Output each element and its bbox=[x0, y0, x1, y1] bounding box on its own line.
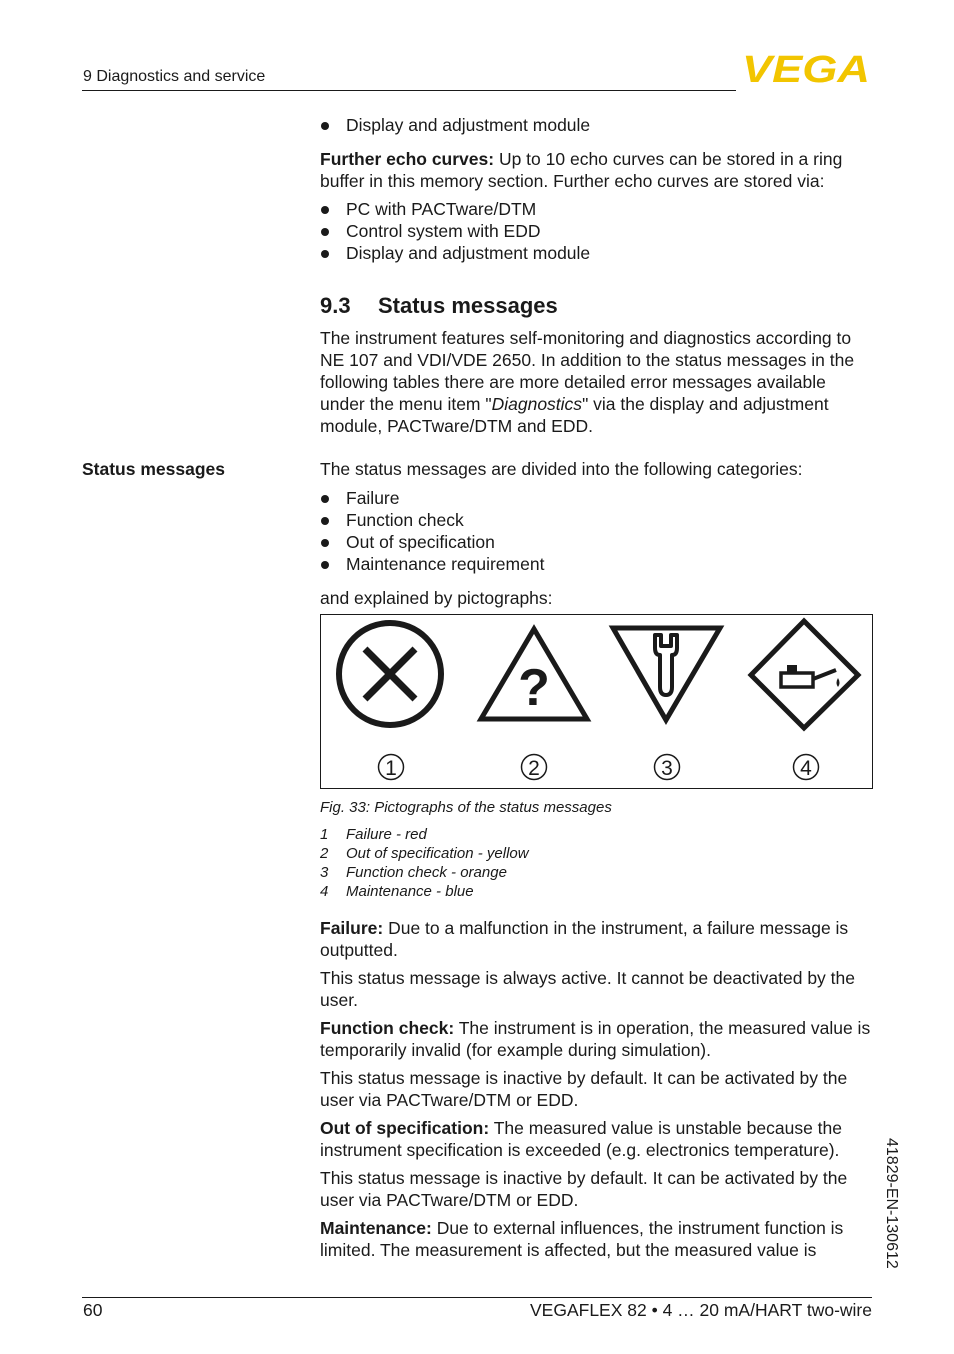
svg-text:2: 2 bbox=[528, 757, 540, 780]
function-check-description: Function check: The instrument is in operation, the measured value is temporarily invalid (for example during simulation). bbox=[320, 1018, 871, 1060]
section-heading bbox=[320, 293, 558, 319]
diagnostics-term: Diagnostics bbox=[491, 394, 583, 414]
further-echo-label: Further echo curves: bbox=[320, 149, 495, 169]
legend-row: 1 Failure - red bbox=[320, 826, 427, 843]
categories-intro: The status messages are divided into the following categories: bbox=[320, 459, 803, 479]
failure-description: Failure: Due to a malfunction in the instrument, a failure message is outputted. bbox=[320, 918, 849, 960]
list-item: Out of specification bbox=[320, 531, 872, 553]
out-of-spec-description: Out of specification: The measured value is unstable because the instrument specification is exceeded (e.g. electronics temperature). bbox=[320, 1118, 843, 1160]
oil-can-diamond-icon bbox=[751, 621, 858, 728]
list-item: Function check bbox=[320, 509, 872, 531]
footer-rule bbox=[82, 1297, 872, 1298]
categories-list bbox=[320, 487, 872, 575]
svg-text:4: 4 bbox=[800, 757, 812, 780]
function-check-note: This status message is inactive by default. It can be activated by the user via PACTware/DTM or EDD. bbox=[320, 1068, 848, 1110]
document-code: 41829-EN-130612 bbox=[883, 1138, 900, 1269]
section-intro bbox=[320, 327, 872, 437]
list-item: Display and adjustment module bbox=[320, 242, 872, 264]
figure-legend bbox=[320, 825, 529, 901]
list-item: Maintenance requirement bbox=[320, 553, 872, 575]
figure-caption: Fig. 33: Pictographs of the status messages bbox=[320, 799, 612, 816]
intro-text-a: The instrument features self-monitoring and diagnostics according to NE 107 and VDI/VDE 2650. In addition to the status messages in the following tables there are more detailed error messages available under the menu item " bbox=[320, 328, 855, 414]
pictograph-number-4 bbox=[794, 755, 819, 781]
list-item: Control system with EDD bbox=[320, 220, 872, 242]
question-triangle-icon bbox=[481, 629, 587, 719]
intro-bullet-list bbox=[320, 114, 872, 136]
section-number: 9.3 bbox=[320, 293, 351, 318]
pictograph-figure bbox=[320, 614, 873, 789]
further-echo-list bbox=[320, 198, 872, 264]
failure-x-circle-icon bbox=[339, 623, 441, 725]
footer-document-title: VEGAFLEX 82 • 4 … 20 mA/HART two-wire bbox=[530, 1300, 872, 1320]
intro-text-b: " via the display and adjustment module, PACTware/DTM and EDD. bbox=[320, 394, 829, 436]
failure-note: This status message is always active. It cannot be deactivated by the user. bbox=[320, 968, 855, 1010]
vega-logo bbox=[742, 52, 872, 84]
pictograph-number-2 bbox=[522, 755, 547, 781]
section-title: Status messages bbox=[378, 293, 558, 318]
list-item: Failure bbox=[320, 487, 872, 509]
pictograph-number-1 bbox=[379, 755, 404, 781]
status-descriptions bbox=[320, 917, 872, 1267]
wrench-triangle-icon bbox=[613, 628, 720, 720]
svg-text:3: 3 bbox=[661, 757, 673, 780]
running-header: 9 Diagnostics and service bbox=[83, 68, 266, 85]
pictographs-intro: and explained by pictographs: bbox=[320, 588, 553, 608]
maintenance-description: Maintenance: Due to external influences, the instrument function is limited. The measurement is affected, but the measured value is bbox=[320, 1218, 844, 1260]
further-echo-text: Up to 10 echo curves can be stored in a ring buffer in this memory section. Further echo curves are stored via: bbox=[320, 149, 843, 191]
logo-text: VEGA bbox=[742, 52, 870, 84]
header-rule bbox=[82, 90, 736, 91]
pictograph-svg bbox=[321, 615, 872, 788]
svg-text:?: ? bbox=[518, 659, 550, 717]
legend-row: 3 Function check - orange bbox=[320, 864, 507, 881]
list-item: Display and adjustment module bbox=[320, 114, 872, 136]
out-of-spec-note: This status message is inactive by default. It can be activated by the user via PACTware/DTM or EDD. bbox=[320, 1168, 848, 1210]
svg-text:1: 1 bbox=[385, 757, 397, 780]
list-item: PC with PACTware/DTM bbox=[320, 198, 872, 220]
margin-label: Status messages bbox=[82, 459, 225, 479]
legend-row: 4 Maintenance - blue bbox=[320, 883, 474, 900]
legend-row: 2 Out of specification - yellow bbox=[320, 845, 529, 862]
pictograph-number-3 bbox=[655, 755, 680, 781]
further-echo-paragraph bbox=[320, 148, 872, 192]
page-number: 60 bbox=[83, 1300, 103, 1320]
